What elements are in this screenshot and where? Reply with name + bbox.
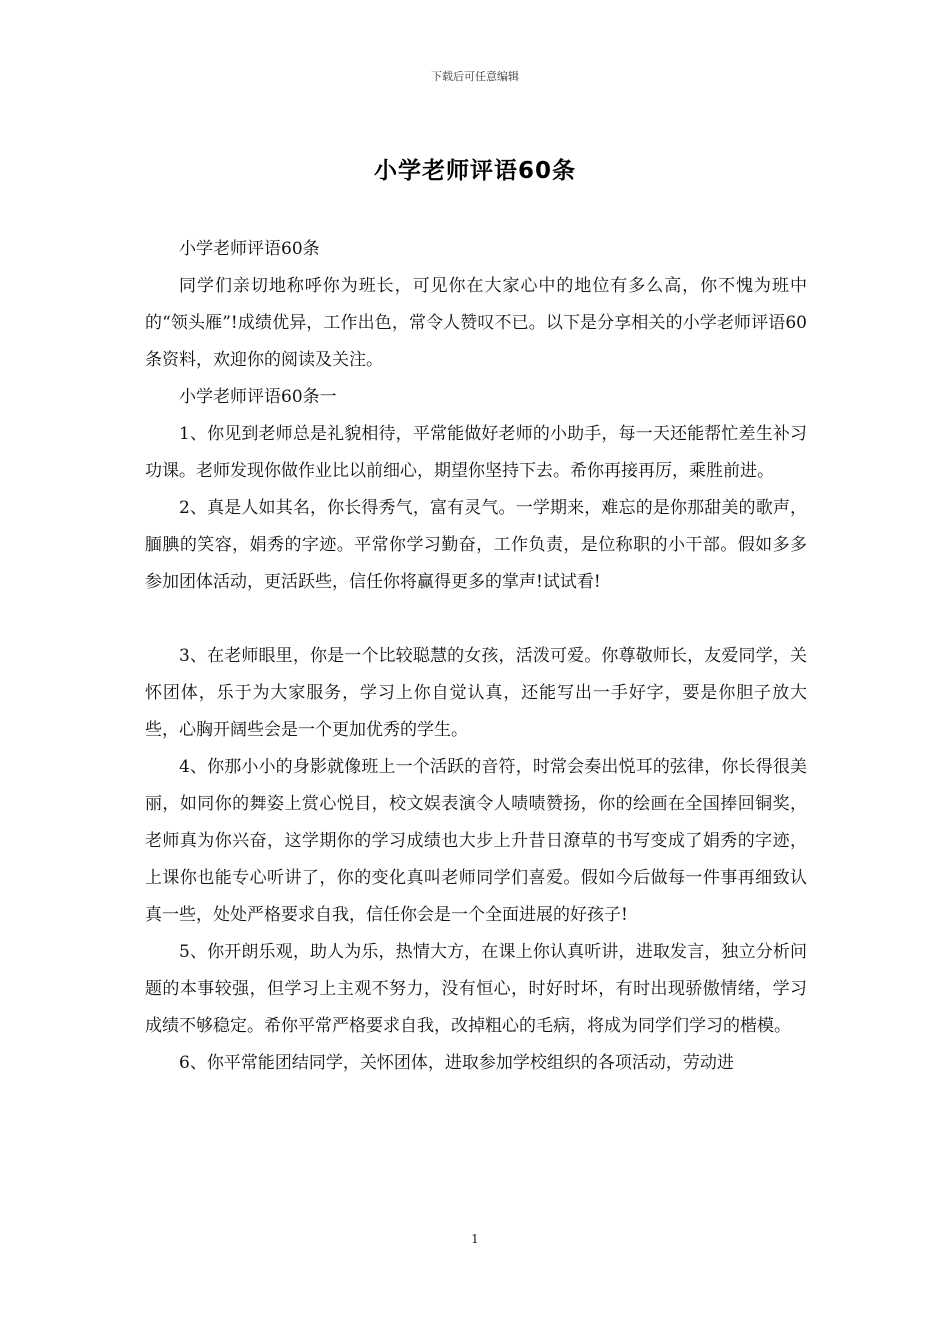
- header-note: 下载后可任意编辑: [431, 70, 519, 83]
- paragraph-item-3: 3、在老师眼里，你是一个比较聪慧的女孩，活泼可爱。你尊敬师长，友爱同学，关怀团体，乐于为大家服务，学习上你自觉认真，还能写出一手好字，要是你胆子放大些，心胸开阔些会是一个更加优秀的学生。: [145, 646, 807, 740]
- paragraph-subtitle: 小学老师评语60条: [179, 239, 320, 259]
- paragraph-item-4: 4、你那小小的身影就像班上一个活跃的音符，时常会奏出悦耳的弦律，你长得很美丽，如同你的舞姿上赏心悦目，校文娱表演令人啧啧赞扬，你的绘画在全国捧回铜奖，老师真为你兴奋，这学期你的学习成绩也大步上升昔日潦草的书写变成了娟秀的字迹，上课你也能专心听讲了，你的变化真叫老师同学们喜爱。假如今后做每一件事再细致认真一些，处处严格要求自我，信任你会是一个全面进展的好孩子!: [145, 757, 807, 925]
- paragraph-section-heading: 小学老师评语60条一: [179, 387, 337, 407]
- paragraph-item-5: 5、你开朗乐观，助人为乐，热情大方，在课上你认真听讲，进取发言，独立分析问题的本事较强，但学习上主观不努力，没有恒心，时好时坏，有时出现骄傲情绪，学习成绩不够稳定。希你平常严格要求自我，改掉粗心的毛病，将成为同学们学习的楷模。: [145, 942, 807, 1036]
- paragraph-item-1: 1、你见到老师总是礼貌相待，平常能做好老师的小助手，每一天还能帮忙差生补习功课。老师发现你做作业比以前细心，期望你坚持下去。希你再接再厉，乘胜前进。: [145, 424, 807, 481]
- paragraph-intro: 同学们亲切地称呼你为班长，可见你在大家心中的地位有多么高，你不愧为班中的“领头雁”!成绩优异，工作出色，常令人赞叹不已。以下是分享相关的小学老师评语60条资料，欢迎你的阅读及关注。: [145, 276, 807, 370]
- paragraph-spacer: [145, 601, 807, 638]
- page-title: 小学老师评语60条: [373, 158, 576, 184]
- paragraph-item-6: 6、你平常能团结同学，关怀团体，进取参加学校组织的各项活动，劳动进: [179, 1053, 734, 1073]
- document-body: [145, 231, 807, 1082]
- page-number: 1: [471, 1232, 479, 1246]
- paragraph-item-2: 2、真是人如其名，你长得秀气，富有灵气。一学期来，难忘的是你那甜美的歌声，腼腆的笑容，娟秀的字迹。平常你学习勤奋，工作负责，是位称职的小干部。假如多多参加团体活动，更活跃些，信任你将赢得更多的掌声!试试看!: [145, 498, 807, 592]
